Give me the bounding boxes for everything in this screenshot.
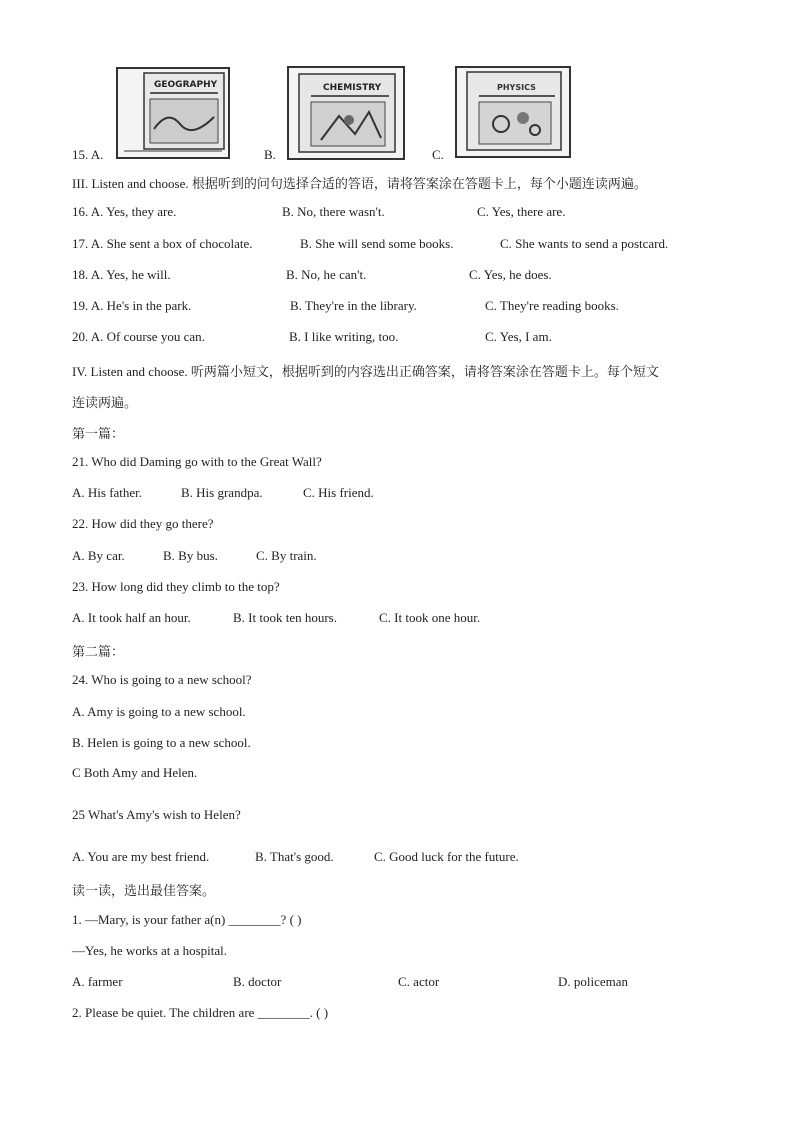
physics-book-icon	[457, 68, 569, 156]
q16-option-b: B. No, there wasn't.	[282, 204, 385, 219]
q18-option-b: B. No, he can't.	[286, 267, 367, 282]
reading-heading: 读一读，选出最佳答案。	[72, 883, 216, 898]
q19-option-a: 19. A. He's in the park.	[72, 298, 192, 313]
reading-q2: 2. Please be quiet. The children are ________. ( )	[72, 1005, 329, 1020]
reading-q1: 1. —Mary, is your father a(n) ________? ( )	[72, 912, 302, 927]
q22-option-c: C. By train.	[256, 548, 317, 563]
reading-q1-option-d: D. policeman	[558, 974, 629, 989]
q18-option-c: C. Yes, he does.	[469, 267, 552, 282]
q25-option-b: B. That's good.	[255, 849, 334, 864]
q22-option-b: B. By bus.	[163, 548, 218, 563]
section3-heading: III. Listen and choose. 根据听到的问句选择合适的答语，请将答案涂在答题卡上，每个小题连读两遍。	[72, 176, 647, 191]
geography-book-icon	[118, 69, 228, 157]
q20-option-b: B. I like writing, too.	[289, 329, 399, 344]
q23-question: 23. How long did they climb to the top?	[72, 579, 280, 594]
q20-option-c: C. Yes, I am.	[485, 329, 552, 344]
q24-option-c: C Both Amy and Helen.	[72, 765, 198, 780]
q23-option-c: C. It took one hour.	[379, 610, 481, 625]
q24-option-a: A. Amy is going to a new school.	[72, 704, 246, 719]
chemistry-book-image	[287, 66, 405, 160]
q25-question: 25 What's Amy's wish to Helen?	[72, 807, 241, 822]
passage1-title: 第一篇：	[72, 426, 125, 441]
reading-q1-option-b: B. doctor	[233, 974, 282, 989]
q21-option-a: A. His father.	[72, 485, 143, 500]
q20-option-a: 20. A. Of course you can.	[72, 329, 205, 344]
q25-option-c: C. Good luck for the future.	[374, 849, 519, 864]
geography-book-image	[116, 67, 230, 159]
q21-option-c: C. His friend.	[303, 485, 374, 500]
q21-question: 21. Who did Daming go with to the Great Wall?	[72, 454, 322, 469]
reading-q1-reply: —Yes, he works at a hospital.	[72, 943, 228, 958]
physics-book-title: PHYSICS	[497, 83, 536, 92]
chemistry-book-title: CHEMISTRY	[323, 83, 382, 93]
q15-label-a: 15. A.	[72, 147, 104, 162]
q16-option-a: 16. A. Yes, they are.	[72, 204, 177, 219]
q19-option-c: C. They're reading books.	[485, 298, 619, 313]
q15-label-c: C.	[432, 147, 444, 162]
geography-book-title: GEOGRAPHY	[154, 80, 218, 90]
q17-option-c: C. She wants to send a postcard.	[500, 236, 669, 251]
q23-option-a: A. It took half an hour.	[72, 610, 191, 625]
section4-heading-line1: IV. Listen and choose. 听两篇小短文，根据听到的内容选出正确答案，请将答案涂在答题卡上。每个短文	[72, 364, 659, 379]
q18-option-a: 18. A. Yes, he will.	[72, 267, 171, 282]
q19-option-b: B. They're in the library.	[290, 298, 417, 313]
passage2-title: 第二篇：	[72, 644, 125, 659]
q22-question: 22. How did they go there?	[72, 516, 214, 531]
q25-option-a: A. You are my best friend.	[72, 849, 210, 864]
q24-option-b: B. Helen is going to a new school.	[72, 735, 251, 750]
reading-q1-option-c: C. actor	[398, 974, 440, 989]
q15-label-b: B.	[264, 147, 276, 162]
section4-heading-line2: 连读两遍。	[72, 395, 138, 410]
reading-q1-option-a: A. farmer	[72, 974, 123, 989]
q21-option-b: B. His grandpa.	[181, 485, 263, 500]
q22-option-a: A. By car.	[72, 548, 125, 563]
chemistry-book-icon	[289, 68, 403, 158]
q17-option-a: 17. A. She sent a box of chocolate.	[72, 236, 253, 251]
q24-question: 24. Who is going to a new school?	[72, 672, 252, 687]
q16-option-c: C. Yes, there are.	[477, 204, 566, 219]
q23-option-b: B. It took ten hours.	[233, 610, 337, 625]
physics-book-image	[455, 66, 571, 158]
q17-option-b: B. She will send some books.	[300, 236, 454, 251]
